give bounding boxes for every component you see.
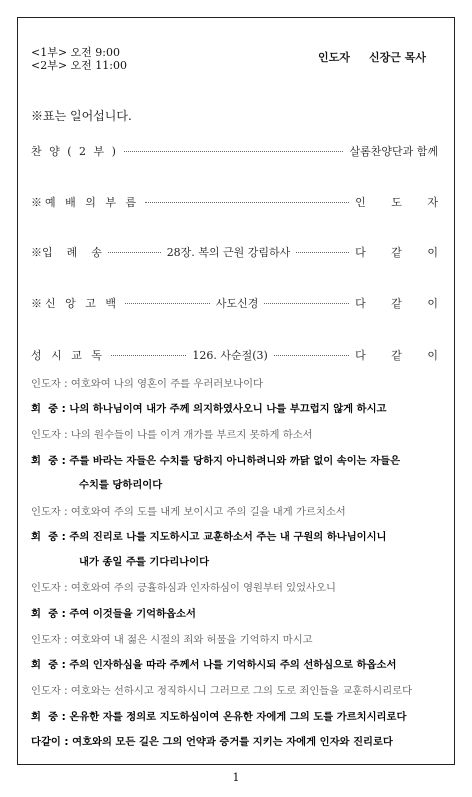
order-who: 다 같 이: [355, 297, 450, 310]
reading-line: 인도자 : 여호와여 주의 긍휼하심과 인자하심이 영원부터 있었사오니: [31, 582, 336, 594]
reading-line: 회 중 : 온유한 자를 정의로 지도하심이여 온유한 자에게 그의 도를 가르치시리로다: [31, 711, 407, 723]
reading-speaker: 다같이: [31, 736, 61, 748]
reading-line: 회 중 : 주의 진리로 나를 지도하시고 교훈하소서 주는 내 구원의 하나님이시니: [31, 531, 387, 543]
reading-line: 회 중 : 주여 이것들을 기억하옵소서: [31, 608, 196, 620]
reading-text: 내가 종일 주를 기다리나이다: [79, 556, 210, 568]
reading-speaker: 인도자: [31, 685, 61, 697]
order-item-creed: [31, 295, 450, 311]
reading-text: 주를 바라는 자들은 수치를 당하지 아니하려니와 까닭 없이 속이는 자들은: [69, 455, 401, 467]
leader-label: 인도자: [318, 51, 350, 64]
reading-speaker: 인도자: [31, 582, 61, 594]
reading-text: 주여 이것들을 기억하옵소서: [69, 608, 196, 620]
order-name: ※입 례 송: [31, 246, 102, 259]
dot-leader: [274, 355, 349, 356]
standing-note: ※표는 일어섭니다.: [31, 109, 132, 123]
reading-text: 나의 하나님이여 내가 주께 의지하였사오니 나를 부끄럽지 않게 하시고: [69, 403, 387, 415]
reading-speaker: 회 중: [31, 711, 59, 723]
order-item-praise: [31, 143, 438, 159]
dot-leader: [296, 252, 349, 253]
reading-speaker: 인도자: [31, 429, 61, 441]
reading-text: 주의 진리로 나를 지도하시고 교훈하소서 주는 내 구원의 하나님이시니: [69, 531, 387, 543]
order-who: 다 같 이: [355, 246, 450, 259]
order-name: 찬 양 ( 2 부 ): [31, 145, 118, 158]
order-hymn: 28장. 복의 근원 강림하사: [166, 246, 291, 259]
reading-speaker: 회 중: [31, 659, 59, 671]
reading-text: 여호와여 주의 도를 내게 보이시고 주의 길을 내게 가르치소서: [70, 506, 346, 518]
reading-line: 인도자 : 여호와는 선하시고 정직하시니 그러므로 그의 도로 죄인들을 교훈하시리로다: [31, 685, 413, 697]
reading-text: 온유한 자를 정의로 지도하심이여 온유한 자에게 그의 도를 가르치시리로다: [69, 711, 407, 723]
reading-line: 회 중 : 주를 바라는 자들은 수치를 당하지 아니하려니와 까닭 없이 속이는 자들은: [31, 455, 401, 467]
reading-speaker: 인도자: [31, 634, 61, 646]
order-item-processional-hymn: [31, 244, 450, 260]
order-item-call-to-worship: [31, 194, 449, 210]
reading-line: 인도자 : 여호와여 내 젊은 시절의 죄와 허물을 기억하지 마시고: [31, 634, 313, 646]
reading-speaker: 인도자: [31, 378, 61, 390]
reading-text: 여호와여 내 젊은 시절의 죄와 허물을 기억하지 마시고: [70, 634, 313, 646]
reading-line: 인도자 : 여호와여 주의 도를 내게 보이시고 주의 길을 내게 가르치소서: [31, 506, 346, 518]
reading-text: 나의 원수들이 나를 이겨 개가를 부르지 못하게 하소서: [70, 429, 313, 441]
reading-speaker: 인도자: [31, 506, 61, 518]
reading-line: 회 중 : 나의 하나님이여 내가 주께 의지하였사오니 나를 부끄럽지 않게 하시고: [31, 403, 387, 415]
reading-line: 인도자 : 여호와여 나의 영혼이 주를 우러러보나이다: [31, 378, 263, 390]
reading-text: 여호와여 주의 긍휼하심과 인자하심이 영원부터 있었사오니: [70, 582, 336, 594]
dot-leader: [264, 303, 349, 304]
reading-line-continued: [79, 553, 209, 568]
reading-line-continued: [79, 476, 162, 491]
reading-speaker: 회 중: [31, 403, 59, 415]
reading-text: 수치를 당하리이다: [79, 479, 163, 491]
leader-header: [318, 46, 426, 65]
reading-text: 주의 인자하심을 따라 주께서 나를 기억하시되 주의 선하심으로 하옵소서: [69, 659, 397, 671]
order-who: 살롬찬양단과 함께: [349, 145, 438, 158]
reading-text: 여호와의 모든 길은 그의 언약과 증거를 지키는 자에게 인자와 진리로다: [72, 736, 393, 748]
order-name: ※예 배 의 부 름: [31, 196, 140, 209]
order-creed: 사도신경: [215, 297, 259, 310]
order-who: 다 같 이: [355, 349, 450, 362]
leader-name: 신장근 목사: [368, 51, 426, 64]
reading-line: 회 중 : 주의 인자하심을 따라 주께서 나를 기억하시되 주의 선하심으로 하옵소서: [31, 659, 397, 671]
reading-speaker: 회 중: [31, 455, 59, 467]
order-item-responsive-reading: [31, 347, 450, 363]
bulletin-frame: [17, 17, 455, 765]
service-time-2: <2부> 오전 11:00: [31, 59, 128, 72]
reading-speaker: 회 중: [31, 531, 59, 543]
dot-leader: [125, 303, 210, 304]
page-number: 1: [232, 771, 240, 784]
order-name: ※신 앙 고 백: [31, 297, 119, 310]
service-time-1: <1부> 오전 9:00: [31, 46, 121, 59]
order-who: 인 도 자: [355, 196, 449, 209]
reading-text: 여호와는 선하시고 정직하시니 그러므로 그의 도로 죄인들을 교훈하시리로다: [70, 685, 413, 697]
dot-leader: [124, 151, 344, 152]
reading-speaker: 회 중: [31, 608, 59, 620]
dot-leader: [111, 355, 186, 356]
order-name: 성 시 교 독: [31, 349, 105, 362]
dot-leader: [108, 252, 161, 253]
reading-text: 여호와여 나의 영혼이 주를 우러러보나이다: [70, 378, 263, 390]
dot-leader: [145, 202, 349, 203]
order-reading: 126. 사순절(3): [192, 349, 268, 362]
reading-line: 인도자 : 나의 원수들이 나를 이겨 개가를 부르지 못하게 하소서: [31, 429, 313, 441]
reading-line: 다같이 : 여호와의 모든 길은 그의 언약과 증거를 지키는 자에게 인자와 진리로다: [31, 736, 393, 748]
